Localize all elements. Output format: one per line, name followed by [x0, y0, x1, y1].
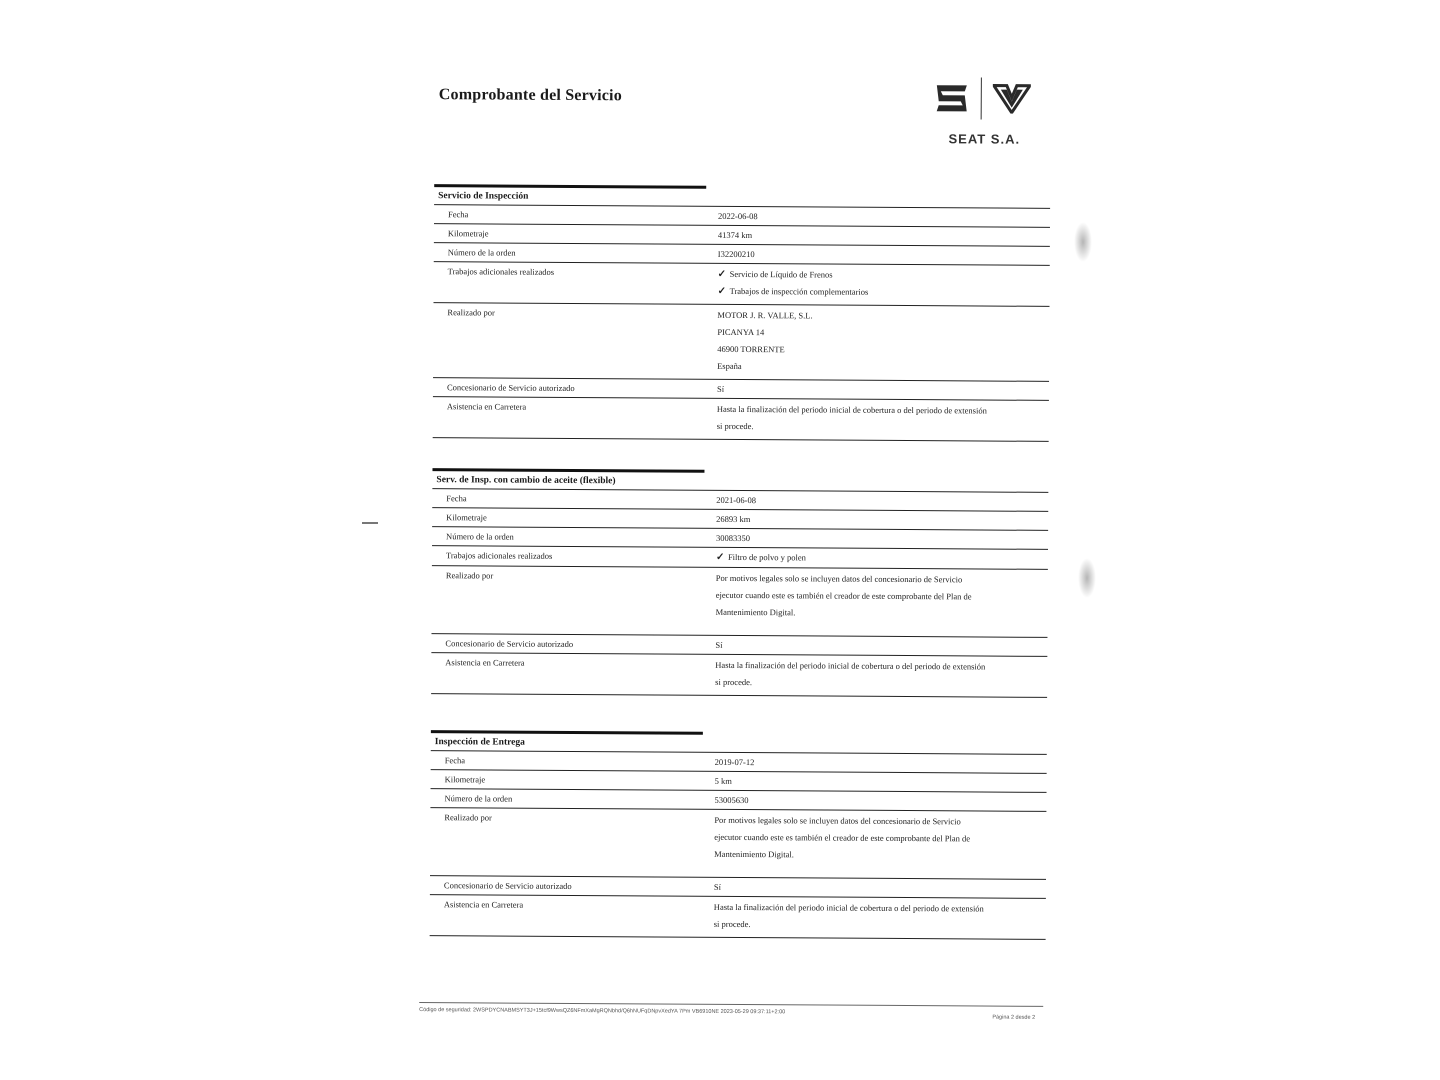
value-line: Hasta la finalización del periodo inicial de cobertura o del periodo de extensión: [715, 659, 986, 672]
row-value: Sí: [715, 639, 723, 650]
row-concesionario: [431, 633, 1047, 656]
seat-logo-icon: [935, 83, 969, 113]
row-label: Kilometraje: [446, 512, 487, 523]
value-line: 46900 TORRENTE: [717, 343, 785, 355]
company-name: SEAT S.A.: [948, 131, 1021, 147]
value-line: si procede.: [715, 676, 753, 688]
row-value: 5 km: [714, 775, 732, 786]
checkmark-icon: ✓: [717, 268, 727, 280]
row-label: Fecha: [448, 209, 469, 220]
row-value: [704, 264, 1050, 306]
row-label: Fecha: [444, 755, 466, 766]
row-value: 30083350: [716, 532, 751, 544]
row-label: Kilometraje: [447, 228, 489, 239]
row-asistencia: [431, 652, 1047, 698]
row-value: [701, 568, 1047, 637]
row-label: Concesionario de Servicio autorizado: [443, 880, 572, 891]
row-value: [701, 655, 1047, 697]
checkmark-icon: ✓: [717, 285, 727, 297]
row-value: [700, 897, 1046, 939]
row-label: Realizado por: [445, 570, 494, 581]
section-serv-insp-cambio-aceite: [431, 468, 1048, 698]
check-item-label: Trabajos de inspección complementarios: [729, 285, 869, 297]
row-kilometraje: [432, 507, 1048, 530]
section-heading: Serv. de Insp. con cambio de aceite (flexible): [436, 475, 616, 487]
row-label: Asistencia en Carretera: [443, 899, 524, 910]
row-value: 2021-06-08: [716, 494, 757, 506]
row-label: Concesionario de Servicio autorizado: [445, 638, 574, 649]
value-line: España: [717, 360, 742, 372]
row-label: Fecha: [446, 493, 467, 504]
row-label: Asistencia en Carretera: [445, 657, 525, 668]
value-line: Mantenimiento Digital.: [714, 848, 794, 860]
check-item: [716, 548, 1048, 569]
value-line: ejecutor cuando este es también el creador de este comprobante del Plan de: [714, 831, 971, 844]
document-page: [417, 58, 1063, 1042]
row-concesionario: [433, 377, 1049, 400]
row-value: 2019-07-12: [714, 756, 755, 768]
value-line: MOTOR J. R. VALLE, S.L.: [717, 309, 813, 321]
row-realizado-por: [431, 565, 1047, 637]
check-item-label: Servicio de Líquido de Frenos: [729, 268, 833, 280]
row-value: I32200210: [717, 248, 755, 260]
row-label: Trabajos adicionales realizados: [447, 266, 555, 277]
section-servicio-inspeccion: [433, 184, 1051, 442]
row-trabajos-adicionales: [434, 261, 1050, 306]
row-concesionario: [430, 875, 1046, 898]
row-value: [703, 305, 1049, 381]
security-code: Código de seguridad: 2WSPDYCNABMSYT3J+15tcf9WwsQZ6NFmXaMgRQNbhd/Q6hNUFqDNpvXedYA 7Pm VB6910NE 2023-05-29 09:37:11+2:00: [419, 1007, 786, 1016]
value-line: Hasta la finalización del periodo inicial de cobertura o del periodo de extensión: [713, 901, 984, 914]
row-label: Realizado por: [444, 812, 492, 823]
row-label: Número de la orden: [444, 793, 513, 804]
brand-logos: [930, 77, 1040, 158]
check-item: [718, 266, 1050, 285]
logo-divider: [981, 77, 982, 119]
row-asistencia: [430, 894, 1046, 940]
document-title: Comprobante del Servicio: [438, 86, 622, 105]
check-item-label: Filtro de polvo y polen: [727, 551, 806, 563]
row-label: Concesionario de Servicio autorizado: [446, 382, 575, 393]
row-value: [702, 548, 1048, 569]
page-number: Página 2 desde 2: [992, 1014, 1036, 1021]
section-heading: Servicio de Inspección: [438, 191, 529, 202]
row-value: 53005630: [714, 794, 749, 806]
checkmark-icon: ✓: [715, 551, 725, 563]
row-trabajos-adicionales: [432, 545, 1048, 569]
row-numero-orden: [430, 788, 1046, 811]
row-value: Sí: [716, 383, 725, 394]
value-line: Por motivos legales solo se incluyen datos del concesionario de Servicio: [714, 814, 961, 827]
row-fecha: [431, 750, 1047, 773]
row-value: [700, 810, 1046, 879]
row-kilometraje: [434, 223, 1050, 246]
row-label: Número de la orden: [447, 247, 516, 258]
row-label: Número de la orden: [446, 531, 514, 542]
row-realizado-por: [430, 807, 1046, 879]
value-line: PICANYA 14: [717, 326, 765, 338]
check-item: [718, 283, 1050, 302]
cupra-logo-icon: [993, 84, 1031, 114]
value-line: si procede.: [713, 918, 751, 930]
row-label: Trabajos adicionales realizados: [445, 550, 553, 561]
row-value: 2022-06-08: [718, 210, 758, 222]
scan-smudge: [1078, 558, 1096, 598]
row-fecha: [432, 488, 1048, 511]
value-line: ejecutor cuando este es también el creador de este comprobante del Plan de: [715, 589, 972, 602]
row-kilometraje: [431, 769, 1047, 792]
row-value: Sí: [713, 881, 722, 892]
page-footer: [419, 1002, 1043, 1021]
section-inspeccion-entrega: [430, 730, 1047, 940]
value-line: Mantenimiento Digital.: [715, 606, 796, 618]
row-fecha: [434, 204, 1050, 227]
row-value: 26893 km: [716, 513, 751, 525]
value-line: Por motivos legales solo se incluyen datos del concesionario de Servicio: [715, 572, 963, 585]
value-line: si procede.: [716, 420, 754, 432]
row-label: Asistencia en Carretera: [446, 401, 527, 412]
row-label: Realizado por: [447, 307, 495, 318]
row-asistencia: [433, 396, 1049, 442]
row-numero-orden: [434, 242, 1050, 265]
row-value: [703, 399, 1049, 441]
scan-mark: [362, 522, 378, 524]
row-numero-orden: [432, 526, 1048, 549]
row-realizado-por: [433, 302, 1049, 381]
row-label: Kilometraje: [444, 774, 486, 785]
scan-smudge: [1074, 222, 1092, 262]
value-line: Hasta la finalización del periodo inicial de cobertura o del periodo de extensión: [716, 403, 987, 416]
row-value: 41374 km: [717, 229, 753, 241]
section-heading: Inspección de Entrega: [434, 737, 525, 748]
